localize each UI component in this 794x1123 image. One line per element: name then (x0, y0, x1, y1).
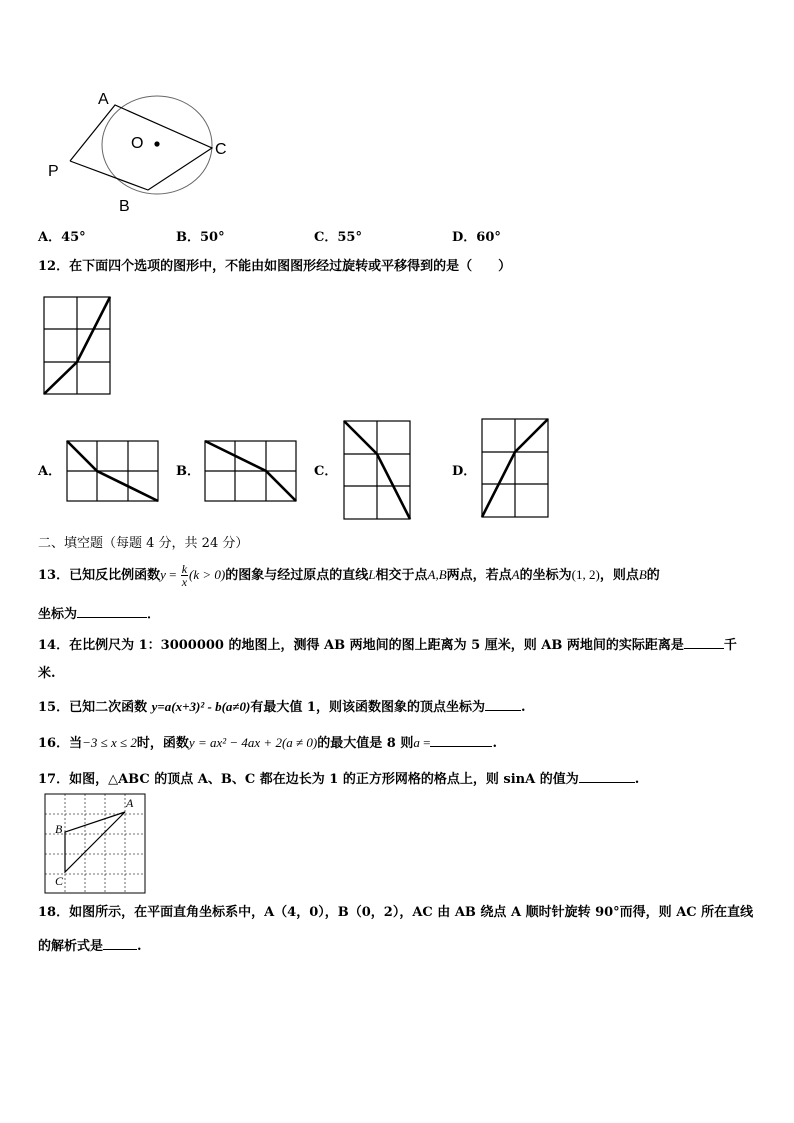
q11-option-a[interactable]: A．45° (38, 230, 86, 245)
q18-line2 (38, 937, 142, 955)
q16-mid2: 的最大值是 8 则 (317, 736, 414, 751)
q13-eq: = (165, 567, 180, 582)
q18-text2: 的解析式是 (38, 939, 104, 954)
q17-end: . (634, 772, 640, 787)
q17-label-c: C (55, 874, 64, 888)
q15-suffix: 有最大值 1，则该函数图象的顶点坐标为 (250, 700, 485, 715)
q17-label-b: B (55, 822, 63, 836)
section-title: 二、填空题（每题 4 分，共 24 分） (38, 536, 249, 551)
q16-end: . (492, 736, 497, 751)
q11-option-c[interactable]: C．55° (314, 230, 362, 245)
q16-func: y = ax² − 4ax + 2(a ≠ 0) (188, 735, 318, 750)
q11-option-d[interactable]: D．60° (452, 230, 501, 245)
label-a: A (98, 91, 109, 108)
q13-mid3: 两点，若点 (446, 568, 512, 583)
q14-line2: 米. (38, 666, 56, 681)
q13-line-name: L (368, 567, 376, 582)
q15-prefix: 15．已知二次函数 (38, 700, 152, 715)
q13-frac-num: k (181, 562, 188, 576)
q13-mid2: 相交于点 (375, 568, 428, 583)
label-b: B (119, 198, 130, 215)
q16-var: a (413, 735, 420, 750)
label-p: P (48, 163, 59, 180)
q13-end: ． (147, 607, 161, 622)
q12-option-c-label[interactable]: C． (314, 464, 338, 479)
q12-option-b-label[interactable]: B． (176, 464, 200, 479)
label-o: O (131, 135, 144, 152)
q14-text1: 14．在比例尺为 1：3000000 的地图上，测得 AB 两地间的图上距离为 5 厘米，则 AB 两地间的实际距离是 (38, 638, 684, 653)
q13-line2-text: 坐标为 (38, 607, 78, 622)
q12-option-d-label[interactable]: D． (452, 464, 477, 479)
label-c: C (215, 141, 227, 158)
q15-end: . (520, 700, 526, 715)
q12-option-a-label[interactable]: A． (38, 464, 62, 479)
q13-mid6: 的 (646, 568, 660, 583)
q18-end: . (137, 939, 142, 954)
q13-point-b: B (638, 567, 647, 582)
q13-point-a: A (511, 567, 520, 582)
triangle-abc (65, 812, 125, 872)
q15-func: y=a(x+3)² - b(a≠0) (151, 699, 251, 714)
q16-eq: = (419, 735, 431, 750)
q17-label-a: A (126, 796, 134, 810)
q18-answer-blank[interactable] (103, 937, 137, 950)
q11-option-b[interactable]: B．50° (176, 230, 225, 245)
q13-mid1: 的图象与经过原点的直线 (225, 568, 369, 583)
q13-cond: (k > 0) (189, 567, 226, 582)
q13-mid5: ，则点 (599, 568, 639, 583)
q16-range: −3 ≤ x ≤ 2 (82, 735, 137, 750)
q17-text: 17．如图，△ABC 的顶点 A、B、C 都在边长为 1 的正方形网格的格点上，则 sinA 的值为 (38, 772, 579, 787)
q13-prefix: 13．已知反比例函数 (38, 568, 161, 583)
q12-question: 12．在下面四个选项的图形中，不能由如图图形经过旋转或平移得到的是（ ） (38, 259, 512, 274)
q13-y: y (160, 567, 166, 582)
q18-line1: 18．如图所示，在平面直角坐标系中，A（4，0），B（0，2），AC 由 AB 绕点 A 顺时针旋转 90°而得，则 AC 所在直线 (38, 905, 754, 920)
q14-text1-end: 千 (723, 638, 737, 653)
q13-frac-den: x (181, 575, 188, 589)
q13-points: A,B (427, 567, 447, 582)
q13-mid4: 的坐标为 (519, 568, 572, 583)
q13-coord: (1, 2) (571, 567, 600, 582)
q16-mid1: 时，函数 (136, 736, 189, 751)
q16-prefix: 16．当 (38, 736, 83, 751)
